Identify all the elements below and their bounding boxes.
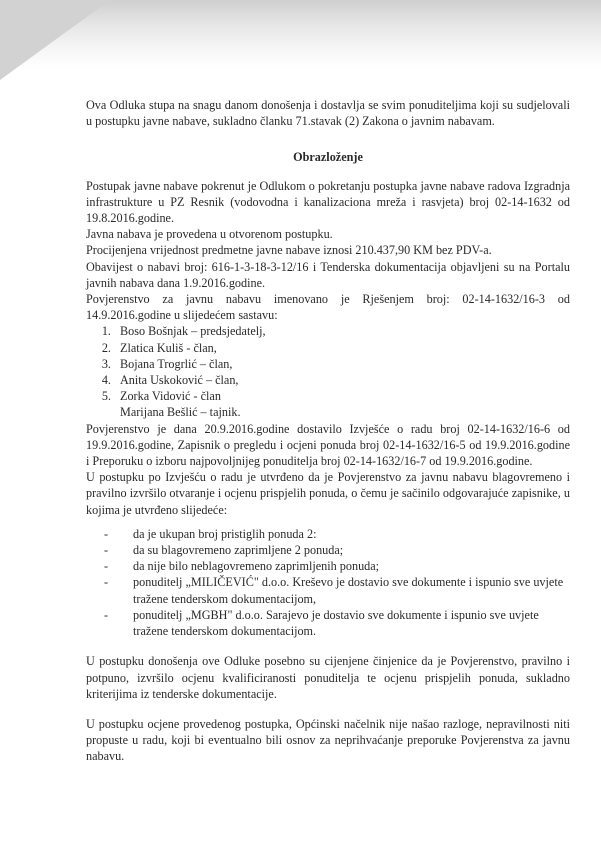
paragraph-evaluation: U postupku ocjene provedenog postupka, Općinski načelnik nije našao razloge, nepravilnosti niti propuste u radu, koji bi eventualno bili osnov za neprihvaćanje preporuke Povjerenstva za javnu nabavu.: [86, 716, 570, 764]
paragraph-committee: Povjerenstvo za javnu nabavu imenovano je Rješenjem broj: 02-14-1632/16-3 od 14.9.2016.godine u slijedećem sastavu:: [86, 292, 570, 323]
list-item: 1. Boso Bošnjak – predsjedatelj,: [114, 323, 570, 339]
paragraph-findings-intro: U postupku po Izvješću o radu je utvrđeno da je Povjerenstvo za javnu nabavu blagovremeno i pravilno izvršilo otvaranje i ocjenu prispjelih ponuda, o čemu je sačinilo odgovarajuće zapisnike, u kojima je utvrđeno slijedeće:: [86, 470, 570, 517]
committee-members-list: [86, 323, 570, 404]
findings-list: [86, 526, 570, 639]
list-item: - da su blagovremeno zaprimljene 2 ponuda;: [86, 542, 570, 558]
paragraph-estimated-value: Procijenjena vrijednost predmetne javne nabave iznosi 210.437,90 KM bez PDV-a.: [86, 243, 492, 258]
paragraph-procedure-start: Postupak javne nabave pokrenut je Odlukom o pokretanju postupka javne nabave radova Izgradnja infrastrukture u PZ Resnik (vodovodna i kanalizaciona mreža i rasvjeta) broj 02-14-1632 od 19.8.2016.godine.: [86, 178, 570, 226]
list-item: 2. Zlatica Kuliš - član,: [114, 340, 570, 356]
list-item: - da nije bilo neblagovremeno zaprimljenih ponuda;: [86, 558, 570, 574]
list-item: - ponuditelj „MGBH" d.o.o. Sarajevo je dostavio sve dokumente i ispunio sve uvjete tražene tenderskom dokumentacijom.: [86, 607, 570, 639]
paragraph-decision-basis: U postupku donošenja ove Odluke posebno su cijenjene činjenice da je Povjerenstvo, pravilno i potpuno, izvršilo ocjenu kvalificiranosti ponuditelja te ocjenu prispjelih ponuda, sukladno kriterijima iz tenderske dokumentacije.: [86, 654, 570, 701]
folded-corner: [0, 0, 110, 80]
list-item: - ponuditelj „MILIČEVIĆ" d.o.o. Kreševo je dostavio sve dokumente i ispunio sve uvjete tražene tenderskom dokumentacijom,: [86, 574, 570, 606]
list-item: 5. Zorka Vidović - član: [114, 388, 570, 404]
intro-paragraph: Ova Odluka stupa na snagu danom donošenja i dostavlja se svim ponuditeljima koji su sudjelovali u postupku javne nabave, sukladno članku 71.stavak (2) Zakona o javnim nabavam.: [86, 98, 570, 129]
paragraph-report: Povjerenstvo je dana 20.9.2016.godine dostavilo Izvješće o radu broj 02-14-1632/16-6 od 19.9.2016.godine, Zapisnik o pregledu i ocjeni ponuda broj 02-14-1632/16-5 od 19.9.2016.godine i Preporuku o izboru najpovoljnijeg ponuditelja broj 02-14-1632/16-7 od 19.9.2016.godine.: [86, 421, 570, 469]
paragraph-notice: Obavijest o nabavi broj: 616-1-3-18-3-12/16 i Tenderska dokumentacija objavljeni su na Portalu javnih nabava dana 1.9.2016.godine.: [86, 259, 570, 290]
section-heading: Obrazloženje: [293, 150, 363, 165]
list-item: - da je ukupan broj pristiglih ponuda 2:: [86, 526, 570, 542]
list-item: 3. Bojana Trogrlić – član,: [114, 356, 570, 372]
document-page: [86, 97, 570, 765]
committee-secretary: Marijana Bešlić – tajnik.: [120, 405, 241, 420]
list-item: 4. Anita Uskoković – član,: [114, 372, 570, 388]
paragraph-procedure-type: Javna nabava je provedena u otvorenom postupku.: [86, 227, 333, 242]
